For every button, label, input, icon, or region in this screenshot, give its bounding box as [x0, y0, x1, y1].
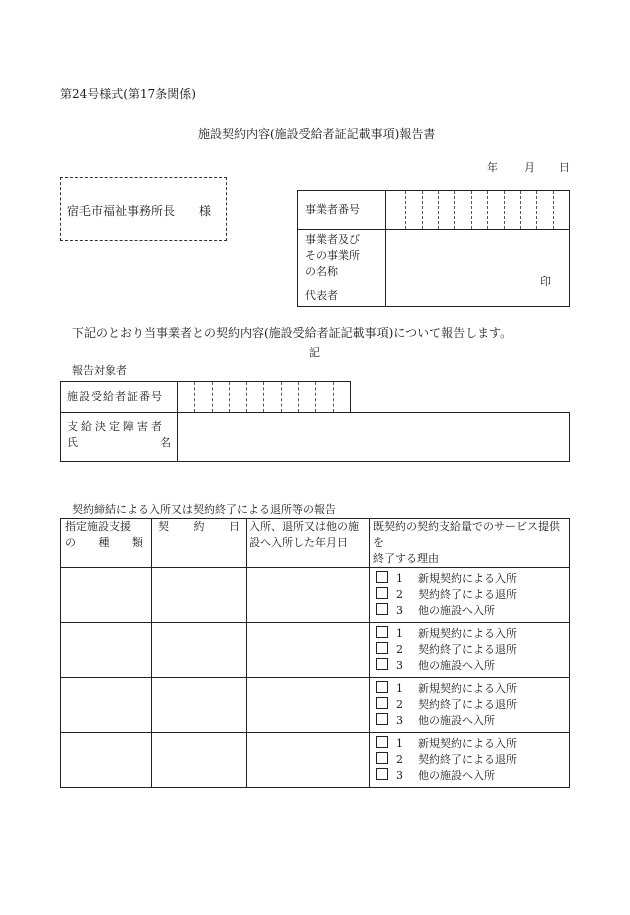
option-label: 他の施設へ入所: [418, 604, 495, 617]
cert-number-cells[interactable]: [178, 382, 351, 413]
option-row: [376, 587, 569, 603]
provider-name-label-2: その事業所: [305, 249, 360, 262]
cert-number-label: 施設受給者証番号: [61, 382, 178, 413]
row-reason-cell: [370, 623, 570, 678]
target-blank: [351, 382, 570, 413]
date-month: 月: [524, 161, 535, 174]
option-label: 新規契約による入所: [418, 572, 517, 585]
provider-name-label-1: 事業者及び: [305, 233, 360, 246]
option-num: 3: [396, 714, 403, 727]
name-label-mei: 名: [160, 436, 171, 449]
date-year: 年: [487, 161, 498, 174]
option-num: 2: [396, 643, 403, 656]
option-row: [376, 713, 569, 729]
option-label: 他の施設へ入所: [418, 769, 495, 782]
option-num: 3: [396, 769, 403, 782]
report-heading: 契約締結による入所又は契約終了による退所等の報告: [72, 503, 336, 516]
col1-no: の: [65, 536, 76, 549]
option-num: 2: [396, 588, 403, 601]
checkbox-other-facility[interactable]: [376, 658, 388, 670]
table-row: [61, 568, 570, 623]
col3-line1: 入所、退所又は他の施: [249, 520, 359, 533]
row-contract-date-cell[interactable]: [152, 733, 247, 788]
option-row: [376, 752, 569, 768]
option-label: 他の施設へ入所: [418, 714, 495, 727]
option-label: 契約終了による退所: [418, 643, 517, 656]
col-header-contract-date: [152, 519, 247, 568]
row-contract-date-cell[interactable]: [152, 623, 247, 678]
name-label-cell: [61, 413, 178, 462]
col-header-move-date: [247, 519, 370, 568]
row-type-cell[interactable]: [61, 733, 152, 788]
col2-yaku: 約: [193, 520, 205, 533]
option-num: 2: [396, 698, 403, 711]
option-label: 契約終了による退所: [418, 698, 517, 711]
option-num: 3: [396, 659, 403, 672]
option-row: [376, 571, 569, 587]
checkbox-other-facility[interactable]: [376, 713, 388, 725]
option-num: 1: [396, 572, 403, 585]
addressee-box: [60, 177, 227, 241]
col-header-reason: [370, 519, 570, 568]
option-num: 1: [396, 627, 403, 640]
col4-line2: 終了する理由: [373, 552, 439, 565]
col1-line2: [65, 535, 147, 551]
col1-shu: 種: [98, 536, 110, 549]
row-type-cell[interactable]: [61, 678, 152, 733]
provider-name-label-3: の名称: [305, 265, 338, 278]
option-num: 2: [396, 753, 403, 766]
row-move-date-cell[interactable]: [247, 623, 370, 678]
option-label: 新規契約による入所: [418, 627, 517, 640]
checkbox-contract-end[interactable]: [376, 642, 388, 654]
document-title: 施設契約内容(施設受給者証記載事項)報告書: [198, 127, 436, 141]
seal-mark: 印: [540, 275, 551, 288]
col1-line1: 指定施設支援: [65, 520, 131, 533]
option-num: 1: [396, 737, 403, 750]
provider-name-label-cell: [298, 230, 386, 307]
provider-rep-label: 代表者: [305, 289, 338, 302]
addressee-honorific: 様: [199, 204, 212, 218]
checkbox-new-contract[interactable]: [376, 736, 388, 748]
row-contract-date-cell[interactable]: [152, 568, 247, 623]
name-field[interactable]: [178, 413, 570, 462]
option-row: [376, 681, 569, 697]
row-contract-date-cell[interactable]: [152, 678, 247, 733]
checkbox-other-facility[interactable]: [376, 603, 388, 615]
checkbox-contract-end[interactable]: [376, 697, 388, 709]
table-row: [61, 733, 570, 788]
option-row: [376, 697, 569, 713]
provider-name-field[interactable]: [386, 230, 570, 307]
option-row: [376, 736, 569, 752]
col4-line1: 既契約の契約支給量でのサービス提供を: [373, 520, 560, 549]
option-row: [376, 658, 569, 674]
option-label: 他の施設へ入所: [418, 659, 495, 672]
option-num: 3: [396, 604, 403, 617]
name-label-shi: 氏: [67, 436, 78, 449]
row-move-date-cell[interactable]: [247, 678, 370, 733]
option-row: [376, 642, 569, 658]
name-label-2: [67, 435, 171, 451]
row-reason-cell: [370, 568, 570, 623]
row-reason-cell: [370, 678, 570, 733]
checkbox-other-facility[interactable]: [376, 768, 388, 780]
col2-bi: 日: [229, 520, 240, 533]
row-move-date-cell[interactable]: [247, 733, 370, 788]
option-row: [376, 768, 569, 784]
option-label: 契約終了による退所: [418, 588, 517, 601]
option-label: 新規契約による入所: [418, 737, 517, 750]
option-row: [376, 603, 569, 619]
form-number: 第24号様式(第17条関係): [60, 87, 196, 101]
row-type-cell[interactable]: [61, 568, 152, 623]
checkbox-contract-end[interactable]: [376, 587, 388, 599]
col2-kei: 契: [158, 520, 169, 533]
intro-text: 下記のとおり当事業者との契約内容(施設受給者証記載事項)について報告します。: [72, 326, 513, 340]
provider-table: [297, 190, 570, 307]
target-heading: 報告対象者: [72, 364, 127, 377]
addressee-office: 宿毛市福祉事務所長: [67, 204, 176, 218]
row-type-cell[interactable]: [61, 623, 152, 678]
provider-number-cells[interactable]: [386, 191, 570, 230]
option-label: 契約終了による退所: [418, 753, 517, 766]
report-table: [60, 518, 570, 788]
provider-number-label: 事業者番号: [298, 191, 386, 230]
checkbox-new-contract[interactable]: [376, 571, 388, 583]
checkbox-new-contract[interactable]: [376, 681, 388, 693]
option-row: [376, 626, 569, 642]
row-move-date-cell[interactable]: [247, 568, 370, 623]
option-label: 新規契約による入所: [418, 682, 517, 695]
table-row: [61, 623, 570, 678]
option-num: 1: [396, 682, 403, 695]
checkbox-contract-end[interactable]: [376, 752, 388, 764]
date-day: 日: [559, 161, 570, 174]
name-label-1: 支給決定障害者: [67, 420, 165, 433]
col-header-type: [61, 519, 152, 568]
table-row: [61, 678, 570, 733]
row-reason-cell: [370, 733, 570, 788]
col1-rui: 類: [132, 536, 143, 549]
col3-line2: 設へ入所した年月日: [249, 536, 348, 549]
checkbox-new-contract[interactable]: [376, 626, 388, 638]
target-table: [60, 381, 570, 462]
ki-label: 記: [309, 346, 320, 359]
